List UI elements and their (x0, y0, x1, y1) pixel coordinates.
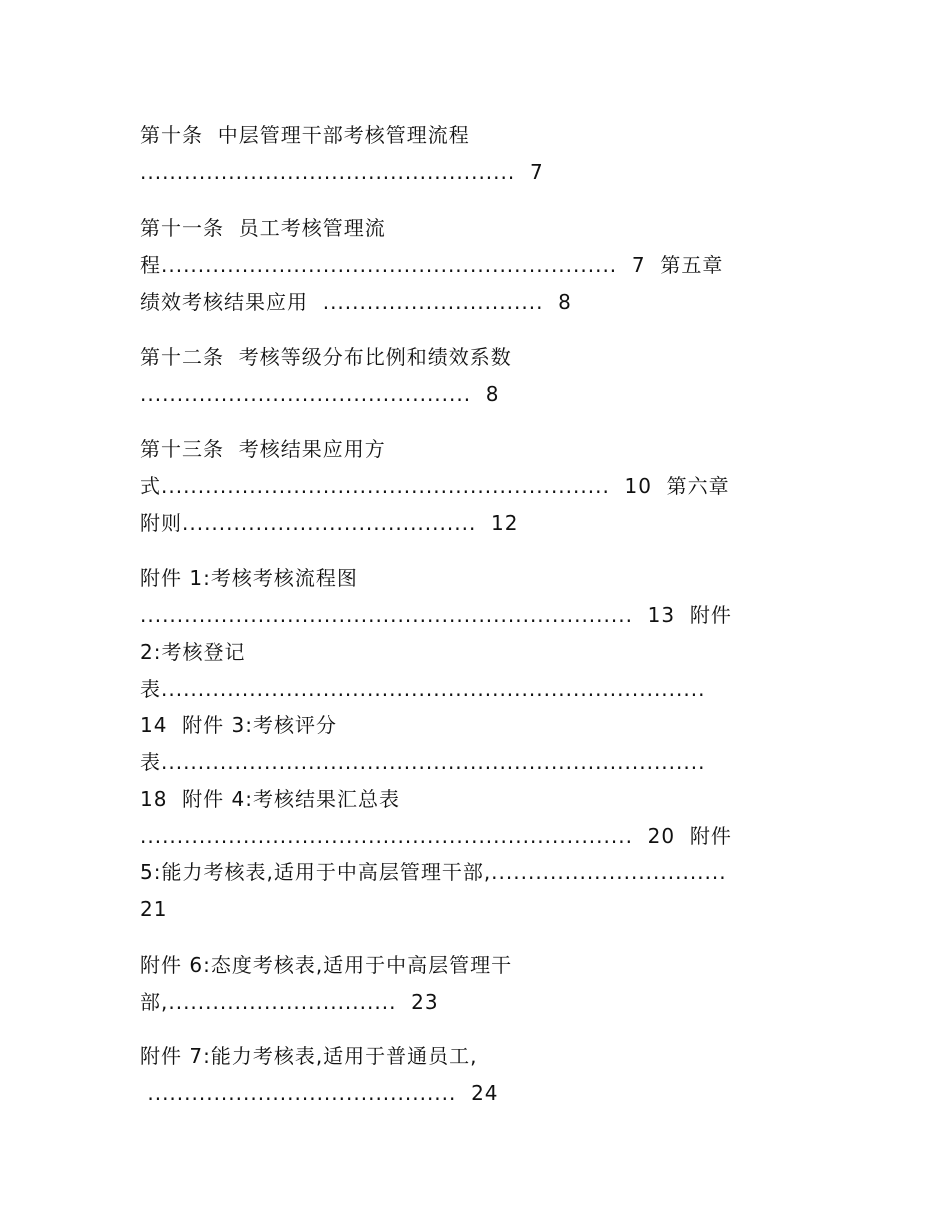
toc-entry-article-12-leader: ............................................. 8 (140, 382, 500, 406)
toc-entry-article-11-title: 第十一条 员工考核管理流 (140, 216, 386, 240)
toc-entry-attachment-2-title: 2:考核登记 (140, 640, 246, 664)
toc-entry-appendix-rules: 附则........................................ 12 (140, 511, 519, 535)
toc-entry-article-13-title: 第十三条 考核结果应用方 (140, 437, 386, 461)
toc-entry-attachment-3-leader: 表.......................................................................... (140, 750, 706, 774)
toc-entry-article-10-title: 第十条 中层管理干部考核管理流程 (140, 123, 470, 147)
toc-entry-attachment-7-title: 附件 7:能力考核表,适用于普通员工, (140, 1044, 478, 1068)
toc-entry-article-13-leader: 式............................................................. 10 第六章 (140, 474, 730, 498)
toc-entry-attachment-6-title: 附件 6:态度考核表,适用于中高层管理干 (140, 953, 513, 977)
toc-entry-attachment-5-title: 5:能力考核表,适用于中高层管理干部,................................ (140, 860, 727, 884)
toc-entry-attachment-1-leader: ................................................................... 13 附件 (140, 603, 732, 627)
toc-entry-article-10-leader: ................................................... 7 (140, 160, 544, 184)
toc-entry-attachment-7-leader: .......................................... 24 (140, 1081, 499, 1105)
toc-entry-article-11-leader: 程.............................................................. 7 第五章 (140, 253, 724, 277)
toc-entry-attachment-5-page: 21 (140, 897, 168, 921)
toc-entry-attachment-1-title: 附件 1:考核考核流程图 (140, 566, 358, 590)
toc-entry-attachment-3-title: 14 附件 3:考核评分 (140, 713, 337, 737)
toc-entry-chapter-5: 绩效考核结果应用 .............................. 8 (140, 290, 572, 314)
toc-entry-article-12-title: 第十二条 考核等级分布比例和绩效系数 (140, 345, 512, 369)
toc-entry-attachment-4-title: 18 附件 4:考核结果汇总表 (140, 787, 400, 811)
toc-entry-attachment-6-leader: 部,............................... 23 (140, 990, 439, 1014)
toc-entry-attachment-2-leader: 表.......................................................................... (140, 677, 706, 701)
toc-entry-attachment-4-leader: ................................................................... 20 附件 (140, 824, 732, 848)
